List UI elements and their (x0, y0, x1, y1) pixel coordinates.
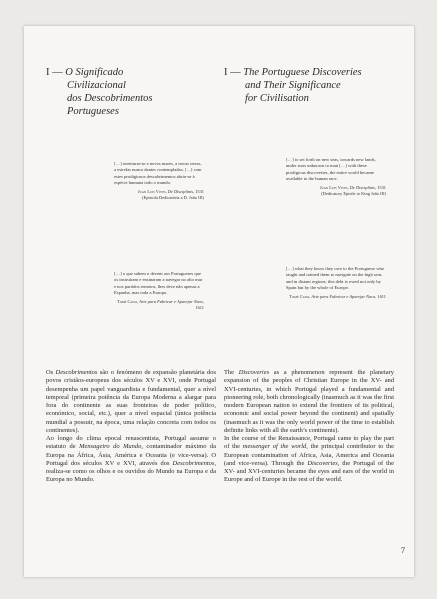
page-number: 7 (401, 546, 405, 555)
left-title-line: Portugueses (67, 106, 119, 117)
right-title-line: and Their Significance (245, 80, 341, 91)
right-title (224, 66, 394, 105)
right-body-text (224, 369, 394, 485)
book-page (24, 26, 414, 577)
right-paragraph-2: In the course of the Renaissance, Portugal came to play the part of the messenger of the world, the principal contributor to the European contamination of Africa, Asia, America and Oceania (and vice-versa). Through the Discoveries, the Portugal of the XV- and XVI-centuries became the eyes and ears of the world in Europe and of Europe in the rest of the world. (224, 435, 394, 484)
left-epigraph-2-text: […] o que sabem o devem aos Portugueses que os instruíram e ensinaram a navegar no alto mar e nos partidos remotos, lhes deve não apenas a Espanha, mas toda a Europa. (114, 271, 203, 295)
right-epigraph-1-citation: Juan Luis Vives, De Disciplinis, 1531 (Dedicatory Epistle to King João III) (319, 185, 386, 197)
right-epigraph-2-citation: Tomé Cano, Arte para Fabricar e Aparejar Naos, 1611 (289, 294, 386, 300)
right-epigraph-1-text: […] to set forth on new seas, towards new lands, under stars unknown to man […] with these prodigious discoveries, the entire world became available to the human race. (286, 157, 376, 181)
right-epigraph-2-text: […] what they know they owe to the Portuguese who taught and trained them to navigate on the high seas and in distant regions; this debt is owed not only by Spain but by the whole of Europe. (286, 266, 385, 290)
right-epigraph-2 (286, 266, 386, 300)
left-title-number: I — (46, 67, 66, 78)
left-epigraph-2 (114, 271, 204, 311)
left-epigraph-1-citation: Juan Luis Vives, De Disciplinis, 1531 (Epístola Dedicatória a D. João III) (137, 189, 204, 201)
left-body-text (46, 369, 216, 485)
right-title-line: The Portuguese Discoveries (243, 67, 362, 78)
left-epigraph-2-citation: Tomé Cano, Arte para Fabricar e Aparejar Naos, 1611 (117, 299, 204, 311)
left-title-line: Civilizacional (67, 80, 126, 91)
left-paragraph-1: Os Descobrimentos são o fenómeno de expansão planetária dos povos cristãos-europeus dos séculos XV e XVI, onde Portugal desempenha um papel vanguardista e fundamental, quer a nível temporal (primeira potência da Europa Moderna a alargar para fora do continente as suas fronteiras de poder político, económico, social, etc.), quer a nível espacial (única potência mundial a possuir, na época, uma relação concreta com todos os continentes). (46, 369, 216, 434)
left-paragraph-2: Ao longo do clima epocal renascentista, Portugal assume o estatuto de Mensageiro do Mundo, contaminador máximo da Europa na África, Ásia, América e Oceania (e vice-versa). O Portugal dos séculos XV e XVI, através dos Descobrimentos, realiza-se como os olhos e os ouvidos do Mundo na Europa e da Europa no Mundo. (46, 435, 216, 484)
right-title-number: I — (224, 67, 244, 78)
right-paragraph-1: The Discoveries as a phenomenon represent the planetary expansion of the peoples of Christian Europe in the XV- and XVI-centuries, in which Portugal played a fundamental and pioneering role, both chronologically (inasmuch as it was the first modern European nation to extend the frontiers of its political, economic and social power beyond the continent) and spatially (inasmuch as it was the only world power of the time to establish definite links with all the earth’s continents). (224, 369, 394, 434)
right-epigraph-1 (286, 157, 386, 197)
right-title-line: for Civilisation (245, 93, 309, 104)
left-title (46, 66, 216, 118)
left-epigraph-1-text: […] aventurar-se a novos mares, a novas terras, a estrelas nunca dantes contempladas; […] com estes prodigiosos descobrimentos abriu-se à espécie humana todo o mundo. (114, 161, 202, 185)
left-title-line: O Significado (65, 67, 124, 78)
left-title-line: dos Descobrimentos (67, 93, 153, 104)
left-epigraph-1 (114, 161, 204, 201)
